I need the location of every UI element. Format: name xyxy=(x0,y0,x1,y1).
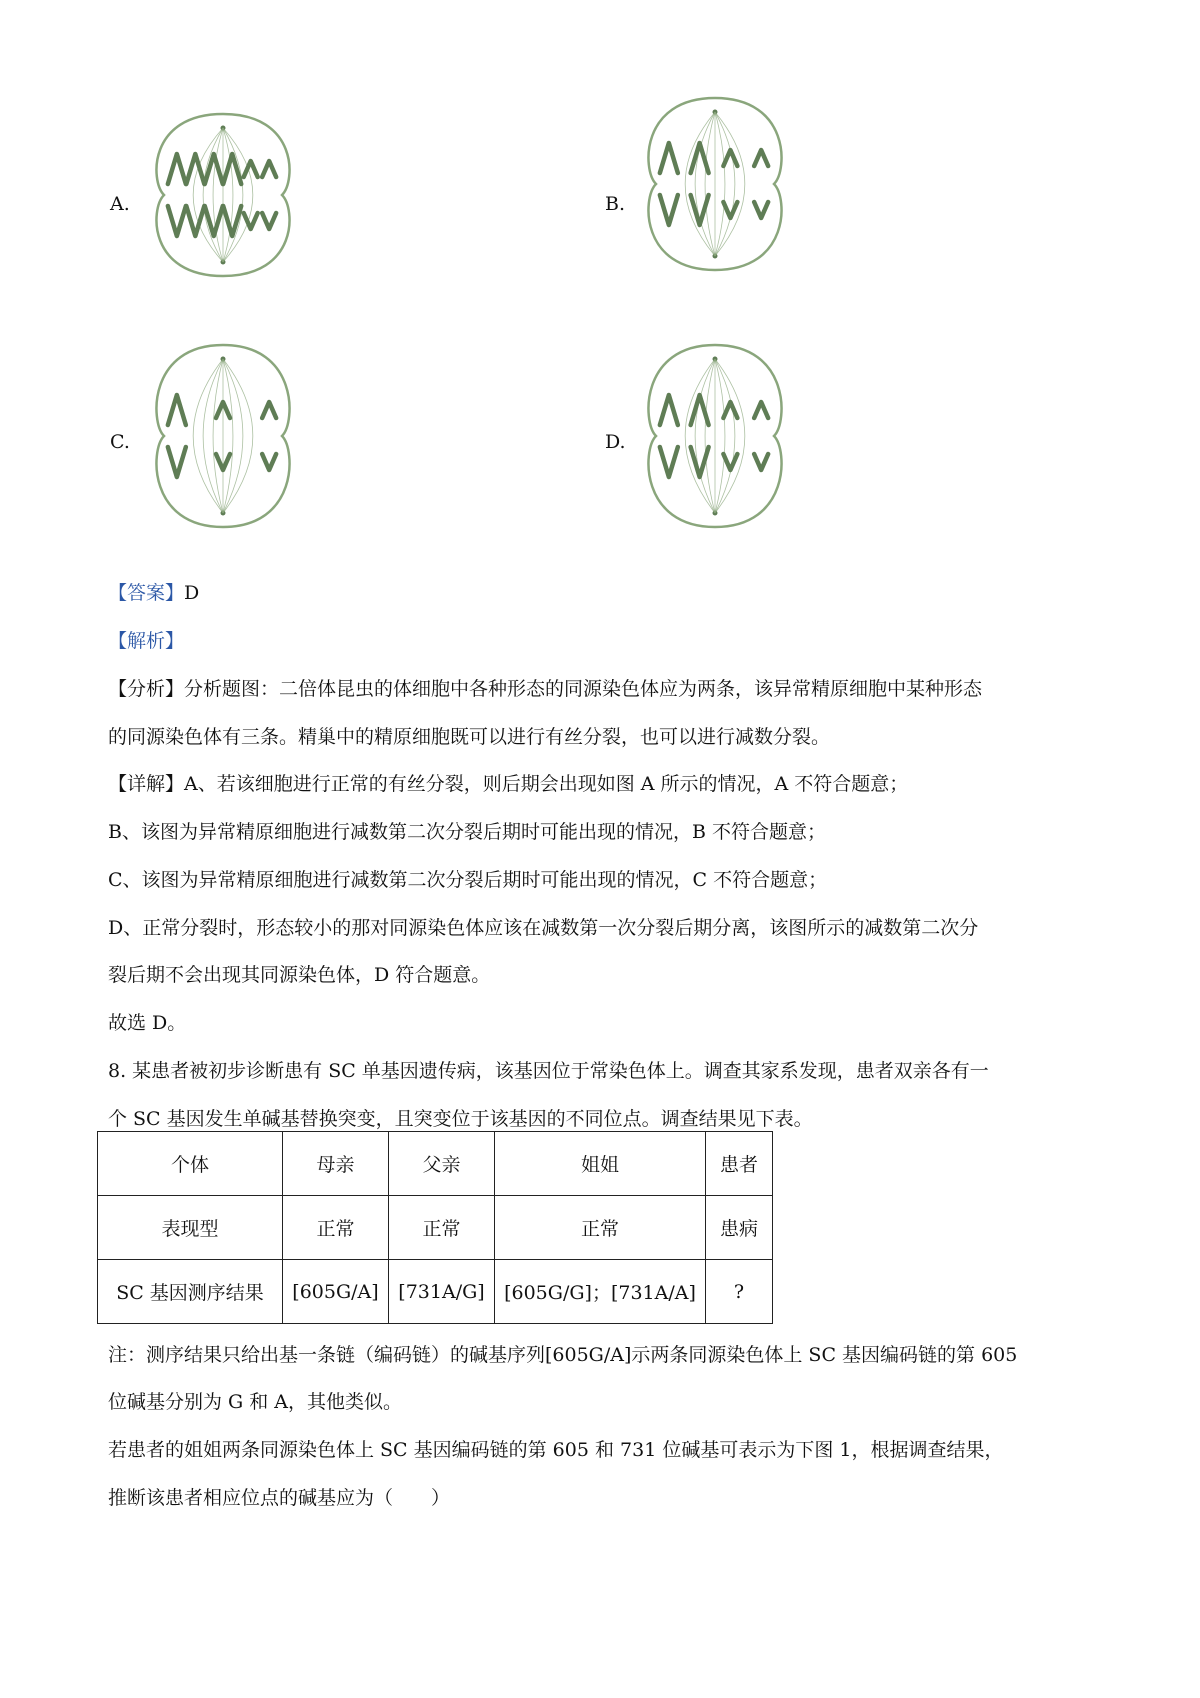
cell-2 xyxy=(156,345,289,527)
analysis-sub-tag: 【分析】 xyxy=(108,678,185,700)
note-line-2: 位碱基分别为 G 和 A，其他类似。 xyxy=(108,1391,403,1413)
chromosome xyxy=(754,202,768,218)
cell-svg-d xyxy=(640,341,790,531)
table-header-cell: 个体 xyxy=(98,1132,283,1196)
table-header-cell: 患者 xyxy=(706,1132,773,1196)
option-label-c: C. xyxy=(110,431,130,453)
table-header-cell: 父亲 xyxy=(389,1132,495,1196)
table-cell: 正常 xyxy=(283,1196,389,1260)
final-line-1: 若患者的姐姐两条同源染色体上 SC 基因编码链的第 605 和 731 位碱基可表示为下图 1，根据调查结果， xyxy=(108,1439,1004,1461)
cell-svg-c xyxy=(148,341,298,531)
note-line-1: 注：测序结果只给出基一条链（编码链）的碱基序列[605G/A]示两条同源染色体上 SC 基因编码链的第 605 xyxy=(108,1344,1018,1366)
chromosome xyxy=(691,143,709,173)
spindle-fibre xyxy=(213,359,223,513)
detail-line-b: B、该图为异常精原细胞进行减数第二次分裂后期时可能出现的情况，B 不符合题意； xyxy=(108,821,826,843)
cell-0 xyxy=(156,114,289,276)
question-8-line-1: 8. 某患者被初步诊断患有 SC 单基因遗传病，该基因位于常染色体上。调查其家系发现，患者双亲各有一 xyxy=(108,1060,989,1082)
cell-svg-b xyxy=(640,94,790,274)
spindle-fibre xyxy=(705,359,715,513)
chromosome xyxy=(691,395,709,425)
chromosome xyxy=(168,447,186,477)
analysis-line-1 xyxy=(108,677,982,701)
detail-line-c: C、该图为异常精原细胞进行减数第二次分裂后期时可能出现的情况，C 不符合题意； xyxy=(108,869,828,891)
cell-diagram-c xyxy=(148,341,298,531)
spindle-fibre xyxy=(213,128,223,262)
cell-svg-a xyxy=(148,110,298,280)
table-cell: 正常 xyxy=(495,1196,706,1260)
spindle-fibre xyxy=(715,359,745,513)
answer-value: D xyxy=(184,582,200,604)
chromosome xyxy=(660,195,678,225)
cell-diagram-a xyxy=(148,110,298,280)
detail-line-a xyxy=(108,772,908,796)
chromosome xyxy=(691,447,709,477)
table-cell: 正常 xyxy=(389,1196,495,1260)
detail-tag: 【详解】 xyxy=(108,773,185,795)
spindle-fibre xyxy=(705,112,715,256)
detail-line-d1: D、正常分裂时，形态较小的那对同源染色体应该在减数第一次分裂后期分离，该图所示的减数第二次分 xyxy=(108,917,979,939)
question-8-line-2: 个 SC 基因发生单碱基替换突变，且突变位于该基因的不同位点。调查结果见下表。 xyxy=(108,1108,813,1130)
chromosome xyxy=(262,213,276,229)
spindle-fibre xyxy=(223,128,253,262)
analysis-tag: 【解析】 xyxy=(108,630,185,652)
table-row xyxy=(98,1260,773,1324)
chromosome xyxy=(754,150,768,166)
chromosome xyxy=(660,395,678,425)
table-cell: 患病 xyxy=(706,1196,773,1260)
chromosome xyxy=(723,402,737,418)
cell-diagram-b xyxy=(640,94,790,274)
chromosome xyxy=(262,402,276,418)
chromosome xyxy=(262,454,276,470)
chromosome xyxy=(723,454,737,470)
cell-3 xyxy=(648,345,781,527)
chromosome xyxy=(168,206,186,236)
table-cell: [605G/A] xyxy=(283,1260,389,1324)
spindle-fibre xyxy=(223,359,253,513)
option-label-b: B. xyxy=(605,193,626,215)
chromosome xyxy=(660,143,678,173)
detail-line-d2: 裂后期不会出现其同源染色体，D 符合题意。 xyxy=(108,964,491,986)
option-label-a: A. xyxy=(110,193,130,215)
chromosome xyxy=(660,447,678,477)
table-header-cell: 母亲 xyxy=(283,1132,389,1196)
spindle-fibre xyxy=(685,112,715,256)
spindle-fibre xyxy=(685,359,715,513)
table-header-cell: 姐姐 xyxy=(495,1132,706,1196)
chromosome xyxy=(754,454,768,470)
answer-line xyxy=(108,581,199,605)
chromosome xyxy=(168,395,186,425)
table-cell: SC 基因测序结果 xyxy=(98,1260,283,1324)
cell-1 xyxy=(648,98,781,270)
spindle-fibre xyxy=(223,359,233,513)
spindle-fibre xyxy=(715,112,725,256)
chromosome xyxy=(723,150,737,166)
detail-conclusion: 故选 D。 xyxy=(108,1012,187,1034)
chromosome xyxy=(262,161,276,177)
table-header-row xyxy=(98,1132,773,1196)
spindle-fibre xyxy=(193,128,223,262)
answer-tag: 【答案】 xyxy=(108,582,185,604)
table-cell: 表现型 xyxy=(98,1196,283,1260)
chromosome xyxy=(754,402,768,418)
spindle-fibre xyxy=(193,359,223,513)
chromosome xyxy=(723,202,737,218)
spindle-fibre xyxy=(715,112,745,256)
spindle-fibre xyxy=(223,128,233,262)
spindle-fibre xyxy=(715,359,725,513)
analysis-text-1: 分析题图：二倍体昆虫的体细胞中各种形态的同源染色体应为两条，该异常精原细胞中某种形态 xyxy=(184,678,983,700)
chromosome xyxy=(168,154,186,184)
table-row xyxy=(98,1196,773,1260)
analysis-line-2: 的同源染色体有三条。精巢中的精原细胞既可以进行有丝分裂，也可以进行减数分裂。 xyxy=(108,726,831,748)
option-label-d: D. xyxy=(605,431,626,453)
table-cell: ? xyxy=(706,1260,773,1324)
cell-diagram-d xyxy=(640,341,790,531)
detail-text-a: A、若该细胞进行正常的有丝分裂，则后期会出现如图 A 所示的情况，A 不符合题意； xyxy=(184,773,909,795)
chromosome xyxy=(691,195,709,225)
table-cell: [731A/G] xyxy=(389,1260,495,1324)
sequencing-results-table xyxy=(97,1131,773,1324)
table-cell: [605G/G]；[731A/A] xyxy=(495,1260,706,1324)
final-line-2: 推断该患者相应位点的碱基应为（ ） xyxy=(108,1487,451,1509)
